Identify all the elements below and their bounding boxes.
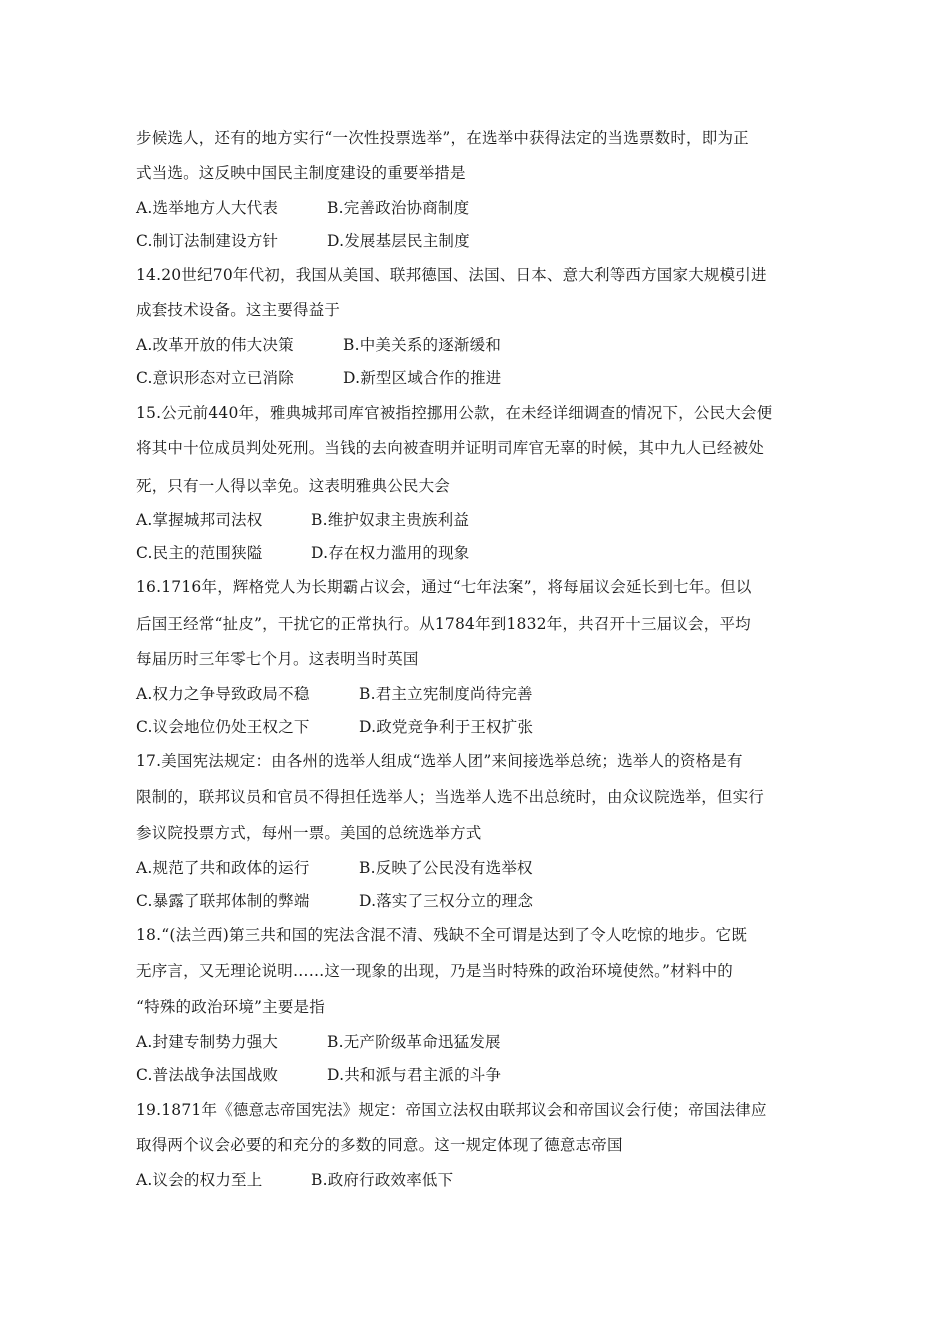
q17-option-a: A.规范了共和政体的运行 bbox=[136, 859, 310, 877]
question-13-line-2: 式当选。这反映中国民主制度建设的重要举措是 bbox=[136, 164, 466, 182]
q16-option-c: C.议会地位仍处王权之下 bbox=[136, 718, 310, 736]
q18-option-c: C.普法战争法国战败 bbox=[136, 1066, 279, 1084]
question-16-line-2: 后国王经常“扯皮”，干扰它的正常执行。从1784年到1832年，共召开十三届议会，平均 bbox=[136, 615, 751, 633]
q19-option-a: A.议会的权力至上 bbox=[136, 1171, 263, 1189]
q15-option-c: C.民主的范围狭隘 bbox=[136, 544, 263, 562]
question-14-line-1: 14.20世纪70年代初，我国从美国、联邦德国、法国、日本、意大利等西方国家大规模引进 bbox=[136, 266, 767, 284]
q13-option-d: D.发展基层民主制度 bbox=[327, 232, 470, 250]
question-18-line-3: “特殊的政治环境”主要是指 bbox=[136, 998, 325, 1016]
question-17-line-3: 参议院投票方式，每州一票。美国的总统选举方式 bbox=[136, 824, 482, 842]
question-15-line-1: 15.公元前440年，雅典城邦司库官被指控挪用公款，在未经详细调查的情况下，公民大会便 bbox=[136, 404, 773, 422]
question-16-line-3: 每届历时三年零七个月。这表明当时英国 bbox=[136, 650, 419, 668]
q14-option-a: A.改革开放的伟大决策 bbox=[136, 336, 294, 354]
q13-option-c: C.制订法制建设方针 bbox=[136, 232, 279, 250]
question-16-line-1: 16.1716年，辉格党人为长期霸占议会，通过“七年法案”，将每届议会延长到七年。但以 bbox=[136, 578, 752, 596]
q15-option-d: D.存在权力滥用的现象 bbox=[311, 544, 470, 562]
q14-option-c: C.意识形态对立已消除 bbox=[136, 369, 294, 387]
question-14-line-2: 成套技术设备。这主要得益于 bbox=[136, 301, 341, 319]
question-13-line-1: 步候选人，还有的地方实行“一次性投票选举”，在选举中获得法定的当选票数时，即为正 bbox=[136, 129, 749, 147]
question-15-line-2: 将其中十位成员判处死刑。当钱的去向被查明并证明司库官无辜的时候，其中九人已经被处 bbox=[136, 439, 765, 457]
q14-option-d: D.新型区域合作的推进 bbox=[343, 369, 502, 387]
q19-option-b: B.政府行政效率低下 bbox=[311, 1171, 454, 1189]
question-17-line-1: 17.美国宪法规定：由各州的选举人组成“选举人团”来间接选举总统；选举人的资格是有 bbox=[136, 752, 743, 770]
q18-option-a: A.封建专制势力强大 bbox=[136, 1033, 279, 1051]
q14-option-b: B.中美关系的逐渐缓和 bbox=[343, 336, 502, 354]
q13-option-a: A.选举地方人大代表 bbox=[136, 199, 279, 217]
question-15-line-3: 死，只有一人得以幸免。这表明雅典公民大会 bbox=[136, 477, 451, 495]
q17-option-d: D.落实了三权分立的理念 bbox=[359, 892, 534, 910]
q15-option-b: B.维护奴隶主贵族利益 bbox=[311, 511, 470, 529]
question-19-line-1: 19.1871年《德意志帝国宪法》规定：帝国立法权由联邦议会和帝国议会行使；帝国法律应 bbox=[136, 1101, 767, 1119]
q17-option-c: C.暴露了联邦体制的弊端 bbox=[136, 892, 310, 910]
q18-option-d: D.共和派与君主派的斗争 bbox=[327, 1066, 502, 1084]
q15-option-a: A.掌握城邦司法权 bbox=[136, 511, 263, 529]
q16-option-d: D.政党竞争利于王权扩张 bbox=[359, 718, 534, 736]
question-17-line-2: 限制的，联邦议员和官员不得担任选举人；当选举人选不出总统时，由众议院选举，但实行 bbox=[136, 788, 765, 806]
q13-option-b: B.完善政治协商制度 bbox=[327, 199, 470, 217]
q17-option-b: B.反映了公民没有选举权 bbox=[359, 859, 533, 877]
q18-option-b: B.无产阶级革命迅猛发展 bbox=[327, 1033, 501, 1051]
question-19-line-2: 取得两个议会必要的和充分的多数的同意。这一规定体现了德意志帝国 bbox=[136, 1136, 623, 1154]
question-18-line-1: 18.“(法兰西)第三共和国的宪法含混不清、残缺不全可谓是达到了令人吃惊的地步。它既 bbox=[136, 926, 748, 944]
q16-option-a: A.权力之争导致政局不稳 bbox=[136, 685, 310, 703]
q16-option-b: B.君主立宪制度尚待完善 bbox=[359, 685, 533, 703]
question-18-line-2: 无序言，又无理论说明……这一现象的出现，乃是当时特殊的政治环境使然。”材料中的 bbox=[136, 962, 733, 980]
